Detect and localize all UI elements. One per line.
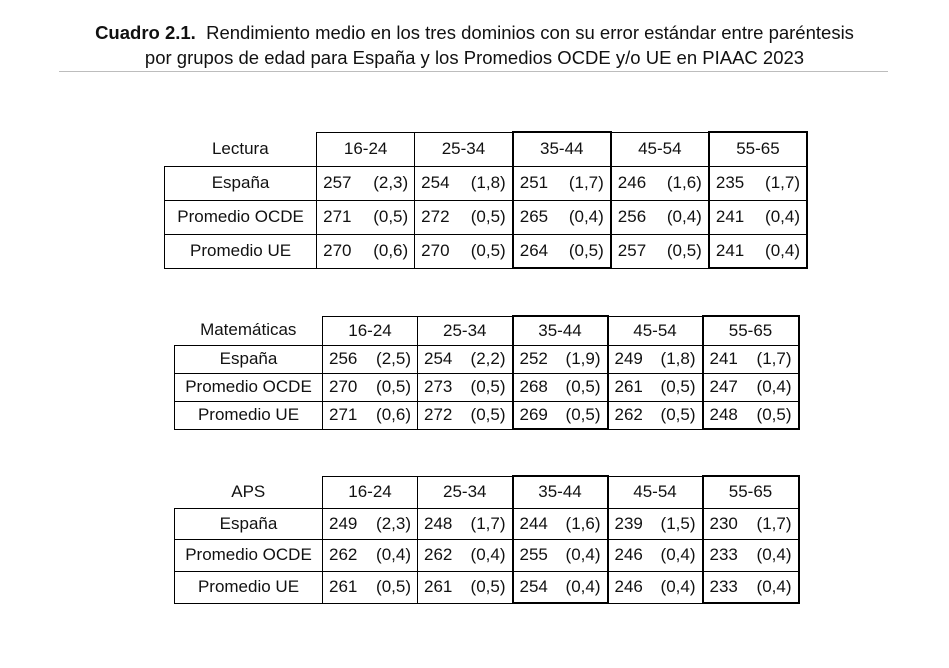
std-error: (0,4) <box>660 545 696 564</box>
data-cell <box>608 508 703 539</box>
data-cell <box>709 234 807 268</box>
mean-value: 270 <box>323 241 352 260</box>
age-header: 55-65 <box>703 476 799 508</box>
std-error: (0,5) <box>660 405 696 424</box>
std-error: (1,8) <box>660 349 696 368</box>
std-error: (0,5) <box>470 405 506 424</box>
data-cell <box>608 571 703 603</box>
mean-value: 262 <box>329 545 358 564</box>
mean-value: 251 <box>519 173 549 192</box>
data-cell <box>323 571 418 603</box>
age-header: 35-44 <box>513 476 608 508</box>
header-row <box>175 316 799 345</box>
data-cell <box>323 373 418 401</box>
domain-label: Lectura <box>211 138 269 158</box>
mean-value: 262 <box>614 405 643 424</box>
mean-value: 264 <box>519 240 549 260</box>
age-header: 35-44 <box>513 316 608 345</box>
table-row <box>165 166 808 200</box>
table-row <box>175 539 799 571</box>
table-aps <box>174 475 800 604</box>
mean-value: 268 <box>519 377 548 396</box>
mean-value: 270 <box>421 241 450 260</box>
mean-value: 262 <box>424 545 453 564</box>
mean-value: 272 <box>424 405 453 424</box>
data-cell <box>513 166 611 200</box>
std-error: (0,4) <box>565 576 601 596</box>
data-cell <box>415 166 513 200</box>
row-label: Promedio OCDE <box>175 539 323 571</box>
mean-value: 261 <box>424 577 453 596</box>
mean-value: 239 <box>614 513 643 533</box>
row-label: Promedio OCDE <box>165 200 317 234</box>
data-cell <box>611 200 709 234</box>
data-cell <box>323 345 418 373</box>
mean-value: 257 <box>617 241 647 260</box>
mean-value: 270 <box>329 377 358 396</box>
data-cell <box>317 166 415 200</box>
std-error: (1,9) <box>565 349 601 368</box>
table-row <box>165 200 808 234</box>
mean-value: 246 <box>617 173 647 192</box>
age-header: 16-24 <box>323 316 418 345</box>
data-cell <box>317 200 415 234</box>
data-cell <box>709 166 807 200</box>
std-error: (0,5) <box>470 577 506 596</box>
data-cell <box>608 539 703 571</box>
mean-value: 246 <box>614 577 643 596</box>
table-lectura <box>164 131 808 269</box>
mean-value: 248 <box>424 513 453 533</box>
age-header: 45-54 <box>611 132 709 166</box>
age-header: 25-34 <box>418 316 513 345</box>
data-cell <box>513 401 608 429</box>
data-cell <box>513 234 611 268</box>
mean-value: 257 <box>323 173 352 192</box>
std-error: (1,6) <box>666 173 702 192</box>
mean-value: 248 <box>709 404 738 424</box>
row-label: España <box>165 166 317 200</box>
data-cell <box>418 373 513 401</box>
std-error: (0,5) <box>568 240 604 260</box>
mean-value: 241 <box>715 240 745 260</box>
age-header: 16-24 <box>323 476 418 508</box>
age-header: 55-65 <box>709 132 807 166</box>
data-cell <box>608 401 703 429</box>
age-header: 35-44 <box>513 132 611 166</box>
std-error: (0,4) <box>376 545 411 564</box>
mean-value: 246 <box>614 545 643 564</box>
data-cell <box>703 539 799 571</box>
header-row <box>175 476 799 508</box>
data-cell <box>703 373 799 401</box>
std-error: (0,5) <box>660 377 696 396</box>
mean-value: 256 <box>617 207 647 226</box>
row-label: Promedio OCDE <box>175 373 323 401</box>
data-cell <box>415 234 513 268</box>
std-error: (0,5) <box>565 404 601 424</box>
mean-value: 255 <box>519 545 548 564</box>
std-error: (1,7) <box>470 513 506 533</box>
std-error: (0,5) <box>470 377 506 396</box>
mean-value: 254 <box>421 173 450 192</box>
mean-value: 261 <box>329 577 358 596</box>
data-cell <box>513 571 608 603</box>
std-error: (0,4) <box>765 240 800 260</box>
std-error: (0,5) <box>666 241 702 260</box>
std-error: (0,4) <box>756 545 792 564</box>
std-error: (0,4) <box>565 545 601 564</box>
mean-value: 249 <box>614 349 643 368</box>
mean-value: 241 <box>709 349 738 368</box>
mean-value: 254 <box>424 349 453 368</box>
row-label: Promedio UE <box>175 571 323 603</box>
table-row <box>175 373 799 401</box>
data-cell <box>418 539 513 571</box>
age-header: 16-24 <box>317 132 415 166</box>
std-error: (0,5) <box>376 577 411 596</box>
caption-line-1 <box>0 20 949 45</box>
data-cell <box>513 373 608 401</box>
row-label: España <box>175 345 323 373</box>
data-cell <box>703 571 799 603</box>
std-error: (0,5) <box>373 207 409 226</box>
mean-value: 269 <box>519 404 548 424</box>
std-error: (1,5) <box>660 513 696 533</box>
data-cell <box>317 234 415 268</box>
data-cell <box>418 345 513 373</box>
data-cell <box>703 508 799 539</box>
data-cell <box>608 345 703 373</box>
mean-value: 261 <box>614 377 643 396</box>
data-cell <box>611 234 709 268</box>
mean-value: 252 <box>519 349 548 368</box>
std-error: (0,4) <box>470 545 506 564</box>
mean-value: 241 <box>715 207 745 226</box>
std-error: (0,4) <box>765 207 800 226</box>
data-cell <box>415 200 513 234</box>
row-label: Promedio UE <box>165 234 317 268</box>
std-error: (0,6) <box>373 241 409 260</box>
caption-line-2: por grupos de edad para España y los Promedios OCDE y/o UE en PIAAC 2023 <box>144 47 805 68</box>
data-cell <box>323 401 418 429</box>
std-error: (2,2) <box>470 349 506 368</box>
data-cell <box>608 373 703 401</box>
std-error: (1,7) <box>756 349 792 368</box>
std-error: (0,5) <box>470 241 506 260</box>
mean-value: 235 <box>715 173 745 192</box>
mean-value: 265 <box>519 207 549 226</box>
std-error: (0,6) <box>376 405 411 424</box>
mean-value: 271 <box>329 405 358 424</box>
data-cell <box>709 200 807 234</box>
data-cell <box>513 200 611 234</box>
data-cell <box>418 571 513 603</box>
table-row <box>175 571 799 603</box>
mean-value: 254 <box>519 576 548 596</box>
table-row <box>175 345 799 373</box>
std-error: (0,4) <box>756 576 792 596</box>
mean-value: 249 <box>329 513 358 533</box>
data-cell <box>323 508 418 539</box>
age-header: 25-34 <box>415 132 513 166</box>
age-header: 45-54 <box>608 476 703 508</box>
std-error: (1,7) <box>765 173 800 192</box>
mean-value: 244 <box>519 513 548 533</box>
mean-value: 233 <box>709 576 738 596</box>
caption-rule <box>59 71 888 72</box>
std-error: (0,4) <box>666 207 702 226</box>
mean-value: 272 <box>421 207 450 226</box>
data-cell <box>611 166 709 200</box>
age-header: 55-65 <box>703 316 799 345</box>
table-matematicas <box>174 315 800 430</box>
mean-value: 233 <box>709 545 738 564</box>
data-cell <box>323 539 418 571</box>
std-error: (2,3) <box>373 173 409 192</box>
std-error: (0,4) <box>568 207 604 226</box>
std-error: (1,7) <box>756 513 792 533</box>
row-label: Promedio UE <box>175 401 323 429</box>
data-cell <box>418 401 513 429</box>
table-row <box>175 401 799 429</box>
std-error: (0,4) <box>756 377 792 396</box>
caption-label: Cuadro 2.1. <box>95 22 196 43</box>
domain-label: APS <box>231 481 266 501</box>
data-cell <box>703 345 799 373</box>
std-error: (2,5) <box>376 349 411 368</box>
age-header: 25-34 <box>418 476 513 508</box>
data-cell <box>513 345 608 373</box>
age-header: 45-54 <box>608 316 703 345</box>
mean-value: 273 <box>424 377 453 396</box>
mean-value: 271 <box>323 207 352 226</box>
std-error: (0,5) <box>376 377 411 396</box>
data-cell <box>513 539 608 571</box>
std-error: (0,5) <box>565 377 601 396</box>
row-label: España <box>175 508 323 539</box>
std-error: (0,5) <box>470 207 506 226</box>
domain-label: Matemáticas <box>200 320 297 340</box>
mean-value: 247 <box>709 377 738 396</box>
std-error: (2,3) <box>376 513 411 533</box>
std-error: (1,7) <box>568 173 604 192</box>
data-cell <box>513 508 608 539</box>
caption-title-part1: Rendimiento medio en los tres dominios con su error estándar entre paréntesis <box>206 22 854 43</box>
std-error: (0,5) <box>756 404 792 424</box>
mean-value: 230 <box>709 513 738 533</box>
std-error: (0,4) <box>660 577 696 596</box>
mean-value: 256 <box>329 349 358 368</box>
std-error: (1,8) <box>470 173 506 192</box>
table-caption <box>0 20 949 70</box>
header-row <box>165 132 808 166</box>
data-cell <box>418 508 513 539</box>
std-error: (1,6) <box>565 513 601 533</box>
table-row <box>175 508 799 539</box>
data-cell <box>703 401 799 429</box>
table-row <box>165 234 808 268</box>
